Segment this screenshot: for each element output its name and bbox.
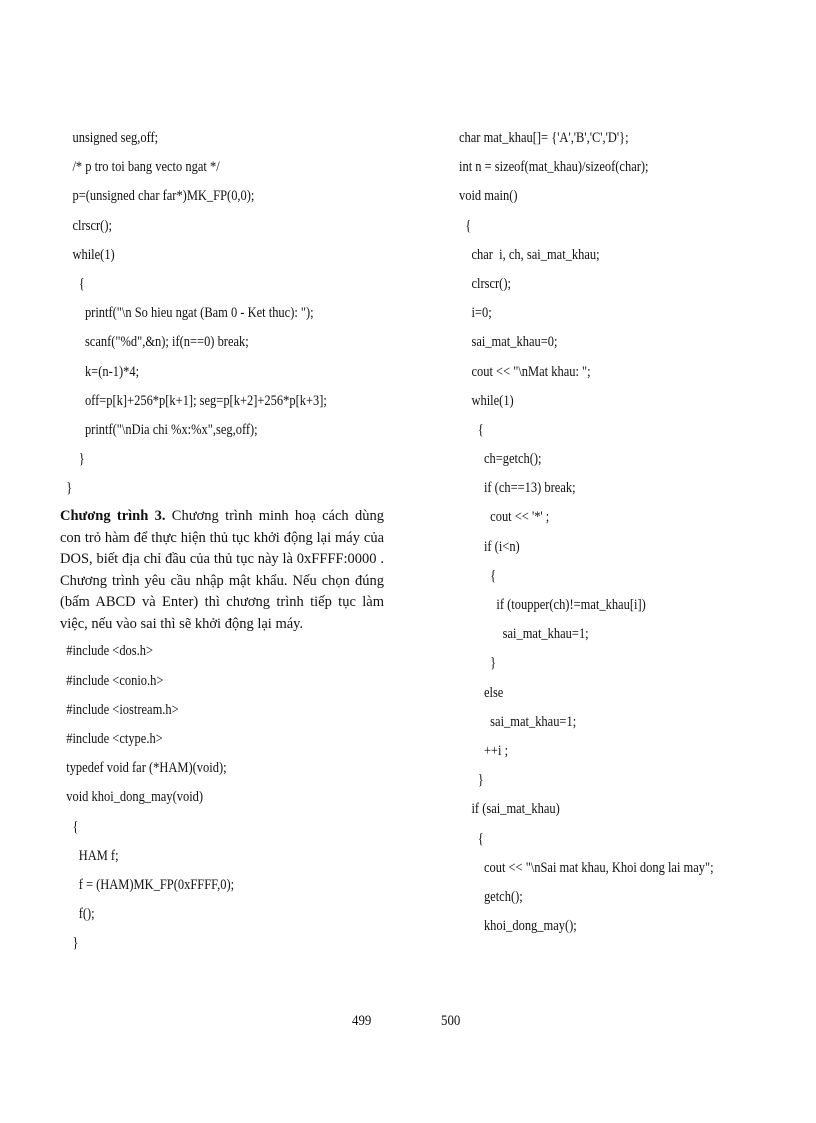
program-3-paragraph (60, 506, 384, 635)
code-line: } (60, 480, 73, 497)
code-line: if (ch==13) break; (459, 480, 576, 497)
code-line: ch=getch(); (459, 451, 542, 468)
code-line: sai_mat_khau=0; (459, 334, 558, 351)
code-line: k=(n-1)*4; (60, 363, 140, 380)
code-line: { (60, 275, 85, 292)
code-line: #include <iostream.h> (60, 701, 179, 718)
code-line: f(); (60, 906, 95, 923)
code-line: void main() (459, 188, 518, 205)
code-line: else (459, 684, 504, 701)
code-line: khoi_dong_may(); (459, 918, 577, 935)
code-line: char i, ch, sai_mat_khau; (459, 246, 600, 263)
code-line: if (i<n) (459, 538, 520, 555)
code-block-top (60, 124, 400, 503)
code-line: f = (HAM)MK_FP(0xFFFF,0); (60, 876, 235, 893)
code-line: cout << "\nMat khau: "; (459, 363, 591, 380)
code-line: { (459, 217, 472, 234)
code-line: printf("\nDia chi %x:%x",seg,off); (60, 421, 258, 438)
code-line: { (459, 567, 497, 584)
code-line: getch(); (459, 888, 523, 905)
code-line: clrscr(); (459, 275, 511, 292)
code-line: { (459, 421, 484, 438)
code-line: scanf("%d",&n); if(n==0) break; (60, 334, 249, 351)
code-line: } (60, 451, 85, 468)
page-number-right: 500 (441, 1013, 461, 1029)
code-line: sai_mat_khau=1; (459, 626, 589, 643)
code-line: #include <ctype.h> (60, 731, 163, 747)
code-line: cout << "\nSai mat khau, Khoi dong lai may"; (459, 859, 714, 876)
code-line: typedef void far (*HAM)(void); (60, 760, 227, 777)
code-line: off=p[k]+256*p[k+1]; seg=p[k+2]+256*p[k+3]; (60, 392, 327, 409)
code-line: clrscr(); (60, 217, 112, 234)
code-line: { (60, 818, 79, 835)
code-line: int n = sizeof(mat_khau)/sizeof(char); (459, 159, 649, 176)
code-line: i=0; (459, 305, 492, 322)
code-line: } (459, 655, 497, 672)
code-line: while(1) (60, 246, 115, 263)
code-line: printf("\n So hieu ngat (Bam 0 - Ket thuc): "); (60, 305, 314, 322)
code-line: if (toupper(ch)!=mat_khau[i]) (459, 597, 646, 613)
code-line: while(1) (459, 392, 514, 409)
code-line: HAM f; (60, 847, 119, 864)
code-block-main (459, 124, 799, 941)
code-line: unsigned seg,off; (60, 130, 159, 146)
code-line: if (sai_mat_khau) (459, 801, 560, 818)
paragraph-lead: Chương trình 3. (60, 508, 166, 525)
code-line: } (459, 772, 484, 789)
page-number-left: 499 (352, 1013, 372, 1029)
paragraph-text: Chương trình minh hoạ cách dùng con trỏ hàm để thực hiện thủ tục khởi động lại máy của DOS, biết địa chỉ đầu của thủ tục này là 0xFFFF:0000 . Chương trình yêu cầu nhập mật khẩu. Nếu chọn đúng (bấm ABCD và Enter) thì chương trình tiếp tục làm việc, nếu vào sai thì sẽ khởi động lại máy. (60, 508, 384, 632)
code-line: #include <conio.h> (60, 672, 164, 689)
code-line: void khoi_dong_may(void) (60, 789, 204, 806)
code-line: /* p tro toi bang vecto ngat */ (60, 159, 220, 176)
code-line: p=(unsigned char far*)MK_FP(0,0); (60, 188, 255, 205)
code-line: #include <dos.h> (60, 643, 154, 660)
right-column (459, 124, 799, 941)
code-line: cout << '*' ; (459, 509, 550, 526)
code-block-bottom (60, 637, 400, 958)
left-column (60, 124, 400, 959)
code-line: char mat_khau[]= {'A','B','C','D'}; (459, 130, 629, 146)
code-line: } (60, 935, 79, 952)
code-line: { (459, 830, 484, 847)
code-line: sai_mat_khau=1; (459, 713, 577, 730)
code-line: ++i ; (459, 742, 509, 759)
